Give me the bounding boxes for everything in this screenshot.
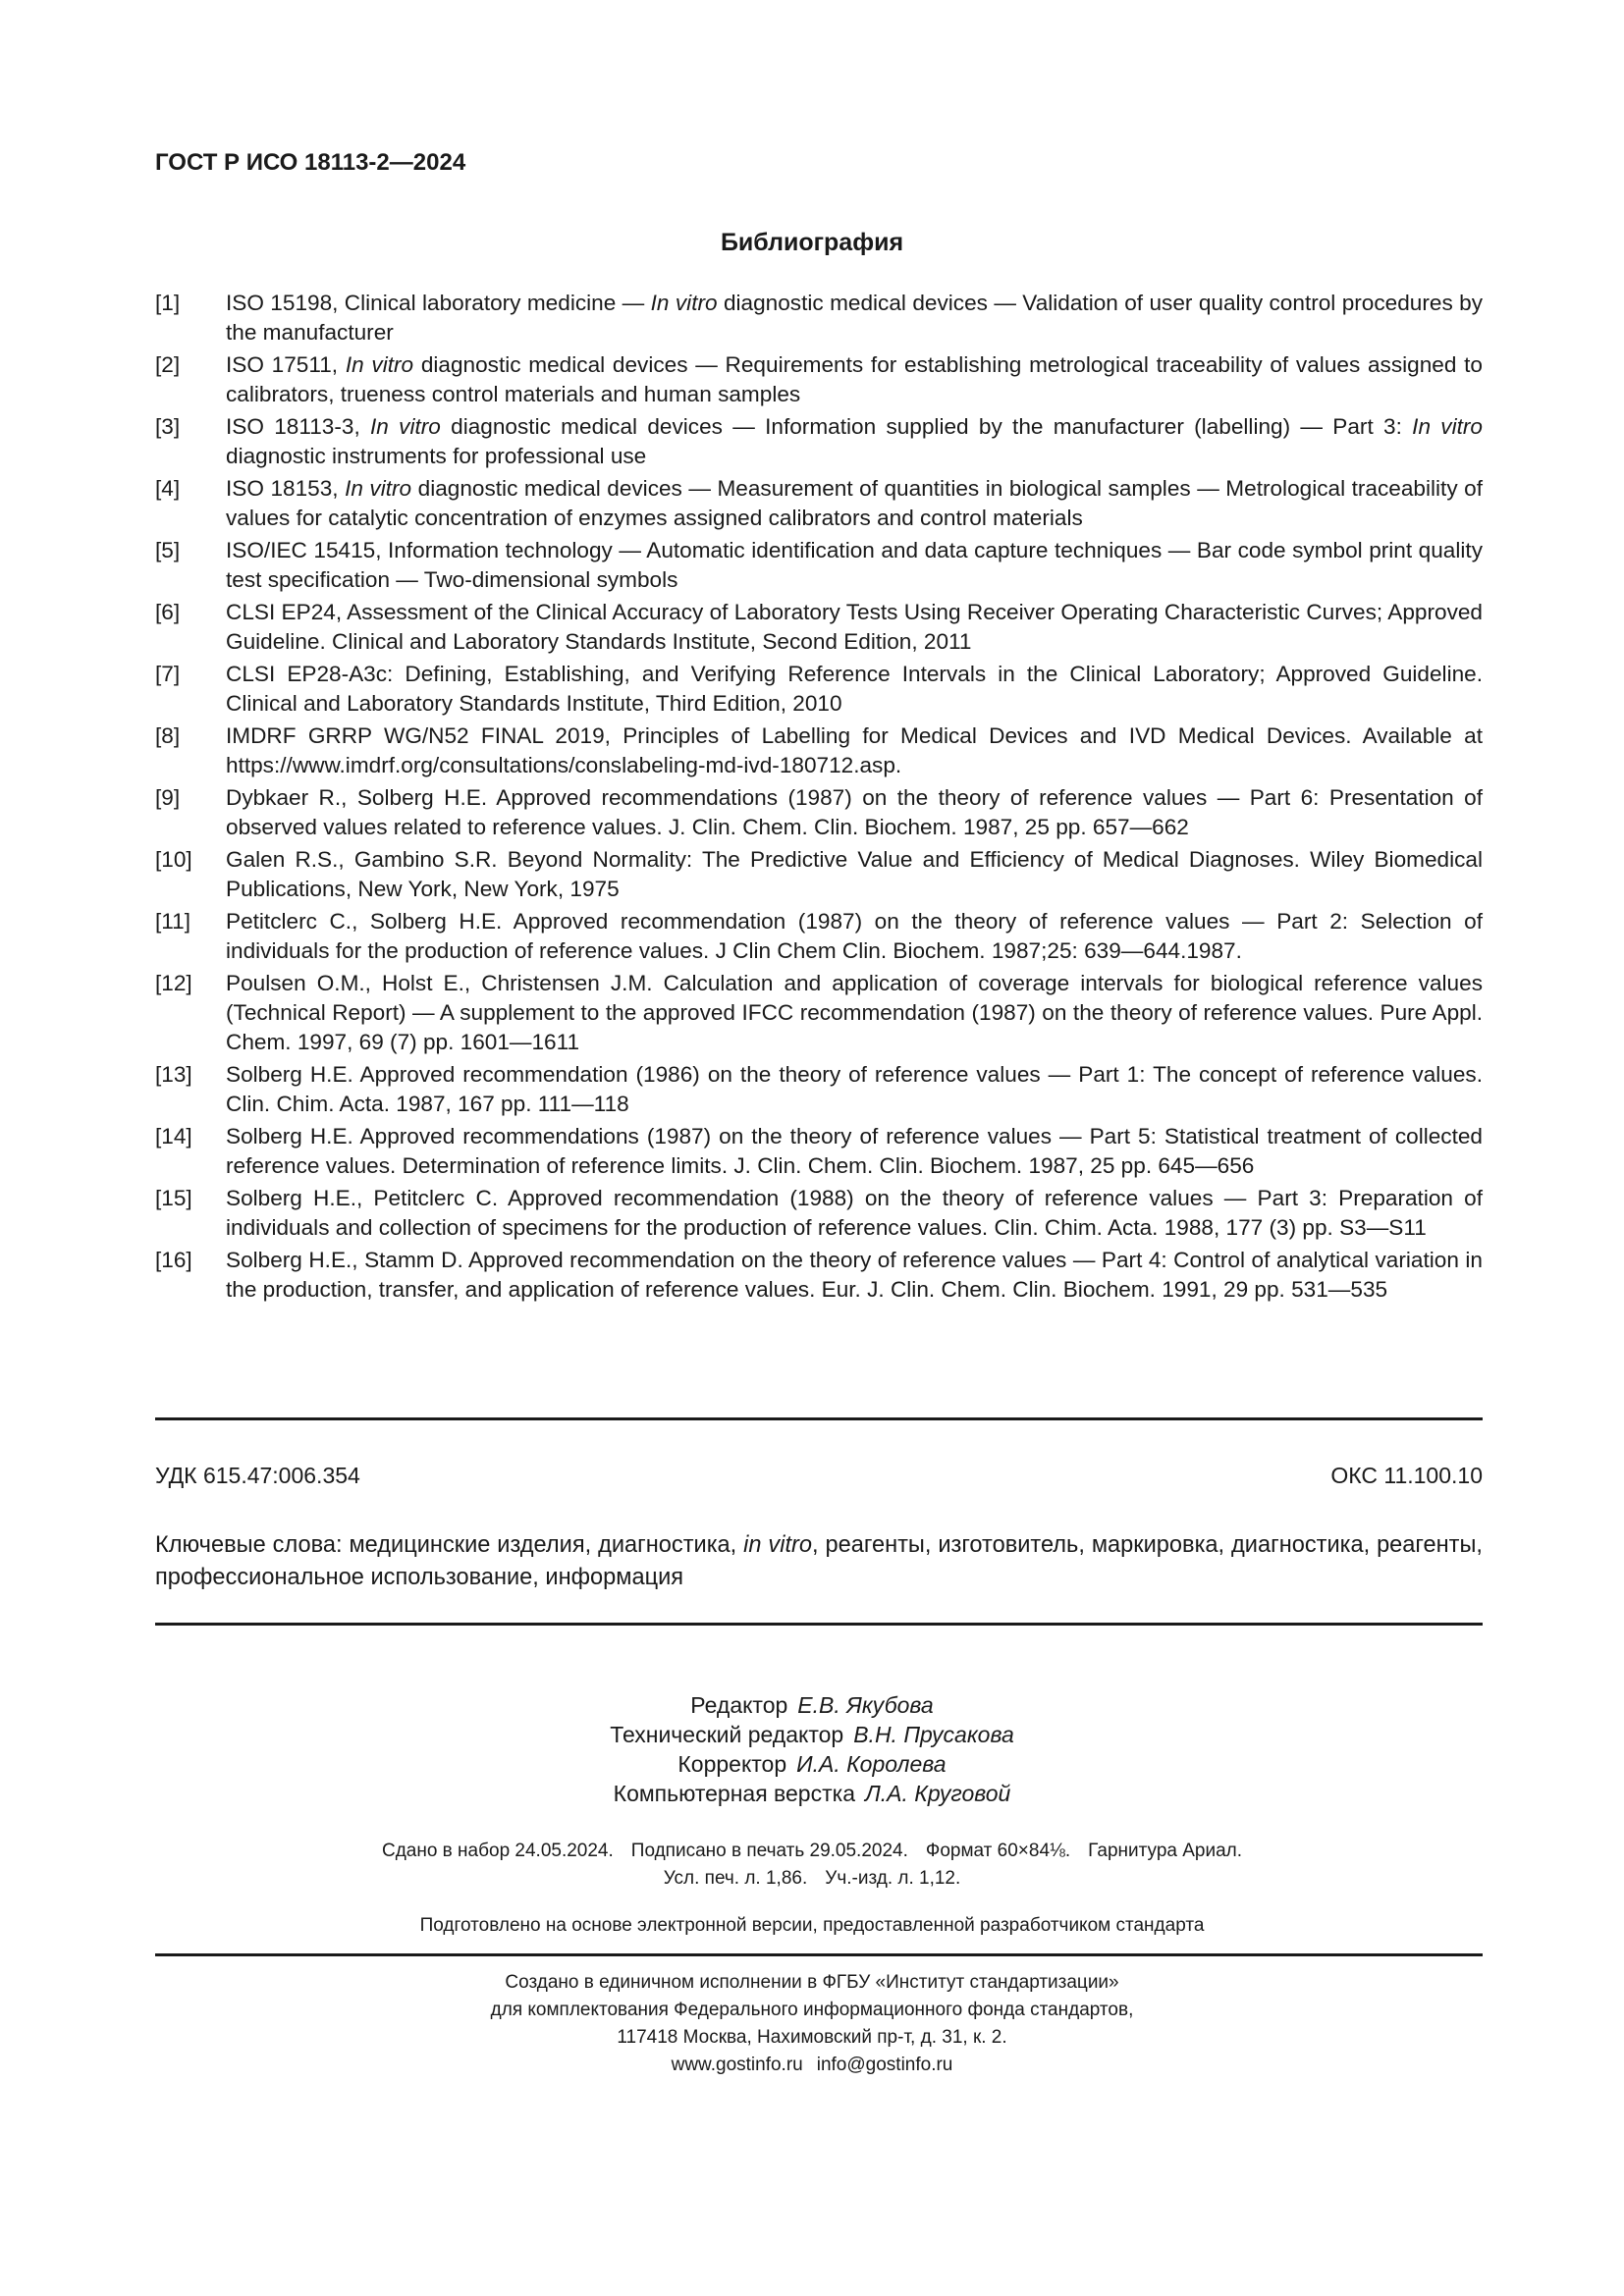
reference-number: [8]	[155, 723, 181, 748]
reference-number: [13]	[155, 1062, 192, 1087]
reference-number: [2]	[155, 352, 181, 377]
credits-block	[0, 1690, 1624, 1808]
document-code: ГОСТ Р ИСО 18113-2—2024	[155, 149, 466, 176]
reference-item-3	[155, 412, 1483, 471]
reference-number: [1]	[155, 291, 181, 315]
reference-number: [3]	[155, 414, 181, 439]
reference-text: Solberg H.E., Petitclerc C. Approved recommendation (1988) on the theory of reference values — Part 3: Preparation of individuals and collection of specimens for the production of reference values. Clin. Chim. Acta. 1988, 177 (3) pp. S3—S11	[226, 1186, 1483, 1240]
reference-text: Solberg H.E. Approved recommendations (1987) on the theory of reference values — Part 5: Statistical treatment of collected reference values. Determination of reference limits. J. Clin. Chem. Clin. Biochem. 1987, 25 pp. 645—656	[226, 1124, 1483, 1178]
reference-text: CLSI EP28-A3c: Defining, Establishing, and Verifying Reference Intervals in the Clinical Laboratory; Approved Guideline. Clinical and Laboratory Standards Institute, Third Edition, 2010	[226, 662, 1483, 716]
udc-code: УДК 615.47:006.354	[155, 1463, 360, 1488]
reference-text: Dybkaer R., Solberg H.E. Approved recommendations (1987) on the theory of reference values — Part 6: Presentation of observed values related to reference values. J. Clin. Chem. Clin. Biochem. 1987, 25 pp. 657—662	[226, 785, 1483, 839]
credit-editor: Редактор Е.В. Якубова	[690, 1692, 934, 1718]
reference-item-7	[155, 660, 1483, 719]
reference-text: ISO 15198, Clinical laboratory medicine — In vitro diagnostic medical devices — Validation of user quality control procedures by the manufacturer	[226, 291, 1483, 345]
reference-item-12	[155, 969, 1483, 1057]
reference-number: [14]	[155, 1124, 192, 1148]
email-link[interactable]: info@gostinfo.ru	[816, 2055, 953, 2075]
credit-proofreader: Корректор И.А. Королева	[677, 1751, 947, 1777]
credit-layout: Компьютерная верстка Л.А. Круговой	[613, 1781, 1011, 1806]
reference-text: Solberg H.E., Stamm D. Approved recommendation on the theory of reference values — Part 4: Control of analytical variation in the production, transfer, and application of reference values. Eur. J. Clin. Chem. Clin. Biochem. 1991, 29 pp. 531—535	[226, 1248, 1483, 1302]
divider-top	[155, 1417, 1483, 1420]
credit-technical-editor: Технический редактор В.Н. Прусакова	[610, 1722, 1014, 1747]
reference-text: Galen R.S., Gambino S.R. Beyond Normality: The Predictive Value and Efficiency of Medical Diagnoses. Wiley Biomedical Publications, New York, New York, 1975	[226, 847, 1483, 901]
reference-number: [11]	[155, 909, 191, 934]
reference-item-2	[155, 350, 1483, 409]
reference-text: Poulsen O.M., Holst E., Christensen J.M. Calculation and application of coverage intervals for biological reference values (Technical Report) — A supplement to the approved IFCC recommendation (1987) on the theory of reference values. Pure Appl. Chem. 1997, 69 (7) pp. 1601—1611	[226, 971, 1483, 1054]
publication-line-2: Усл. печ. л. 1,86. Уч.-изд. л. 1,12.	[663, 1868, 961, 1889]
keywords: Ключевые слова: медицинские изделия, диагностика, in vitro, реагенты, изготовитель, маркировка, диагностика, реагенты, профессиональное использование, информация	[155, 1532, 1483, 1590]
created-info	[0, 1969, 1624, 2079]
reference-number: [7]	[155, 662, 181, 686]
created-line-3: 117418 Москва, Нахимовский пр-т, д. 31, к. 2.	[617, 2027, 1007, 2048]
reference-number: [12]	[155, 971, 192, 995]
reference-item-4	[155, 474, 1483, 533]
created-line-2: для комплектования Федерального информационного фонда стандартов,	[490, 2000, 1134, 2020]
reference-item-16	[155, 1246, 1483, 1305]
divider-bottom	[155, 1953, 1483, 1956]
reference-number: [9]	[155, 785, 181, 810]
reference-text: IMDRF GRRP WG/N52 FINAL 2019, Principles of Labelling for Medical Devices and IVD Medical Devices. Available at https://www.imdrf.org/consultations/conslabeling-md-ivd-180712.asp.	[226, 723, 1483, 777]
reference-item-10	[155, 845, 1483, 904]
reference-text: Petitclerc C., Solberg H.E. Approved recommendation (1987) on the theory of reference values — Part 2: Selection of individuals for the production of reference values. J Clin Chem Clin. Biochem. 1987;25: 639—644.1987.	[226, 909, 1483, 963]
reference-number: [4]	[155, 476, 181, 501]
created-line-1: Создано в единичном исполнении в ФГБУ «Институт стандартизации»	[505, 1972, 1119, 1993]
reference-item-15	[155, 1184, 1483, 1243]
website-link[interactable]: www.gostinfo.ru	[671, 2055, 803, 2075]
divider-keywords	[155, 1623, 1483, 1626]
publication-info	[0, 1838, 1624, 1893]
reference-item-13	[155, 1060, 1483, 1119]
reference-item-5	[155, 536, 1483, 595]
reference-text: ISO 18113-3, In vitro diagnostic medical devices — Information supplied by the manufacturer (labelling) — Part 3: In vitro diagnostic instruments for professional use	[226, 414, 1483, 468]
reference-item-9	[155, 783, 1483, 842]
reference-number: [16]	[155, 1248, 192, 1272]
created-contacts	[0, 2052, 1624, 2079]
reference-number: [15]	[155, 1186, 192, 1210]
bibliography-title: Библиография	[720, 229, 904, 256]
reference-text: ISO 18153, In vitro diagnostic medical devices — Measurement of quantities in biological samples — Metrological traceability of values for catalytic concentration of enzymes assigned calibrators and control materials	[226, 476, 1483, 530]
reference-item-6	[155, 598, 1483, 657]
reference-text: ISO/IEC 15415, Information technology — Automatic identification and data capture techniques — Bar code symbol print quality test specification — Two-dimensional symbols	[226, 538, 1483, 592]
reference-text: CLSI EP24, Assessment of the Clinical Accuracy of Laboratory Tests Using Receiver Operating Characteristic Curves; Approved Guideline. Clinical and Laboratory Standards Institute, Second Edition, 2011	[226, 600, 1483, 654]
reference-number: [10]	[155, 847, 192, 872]
reference-item-11	[155, 907, 1483, 966]
publication-line-1: Сдано в набор 24.05.2024. Подписано в печать 29.05.2024. Формат 60×84⅛. Гарнитура Ариал.	[381, 1841, 1243, 1861]
reference-item-8	[155, 721, 1483, 780]
reference-number: [6]	[155, 600, 181, 624]
reference-text: ISO 17511, In vitro diagnostic medical devices — Requirements for establishing metrological traceability of values assigned to calibrators, trueness control materials and human samples	[226, 352, 1483, 406]
oks-code: ОКС 11.100.10	[1330, 1463, 1483, 1488]
reference-text: Solberg H.E. Approved recommendation (1986) on the theory of reference values — Part 1: The concept of reference values. Clin. Chim. Acta. 1987, 167 pp. 111—118	[226, 1062, 1483, 1116]
reference-list	[155, 289, 1483, 1308]
prepared-note: Подготовлено на основе электронной версии, предоставленной разработчиком стандарта	[419, 1915, 1205, 1936]
reference-number: [5]	[155, 538, 181, 562]
reference-item-1	[155, 289, 1483, 347]
reference-item-14	[155, 1122, 1483, 1181]
